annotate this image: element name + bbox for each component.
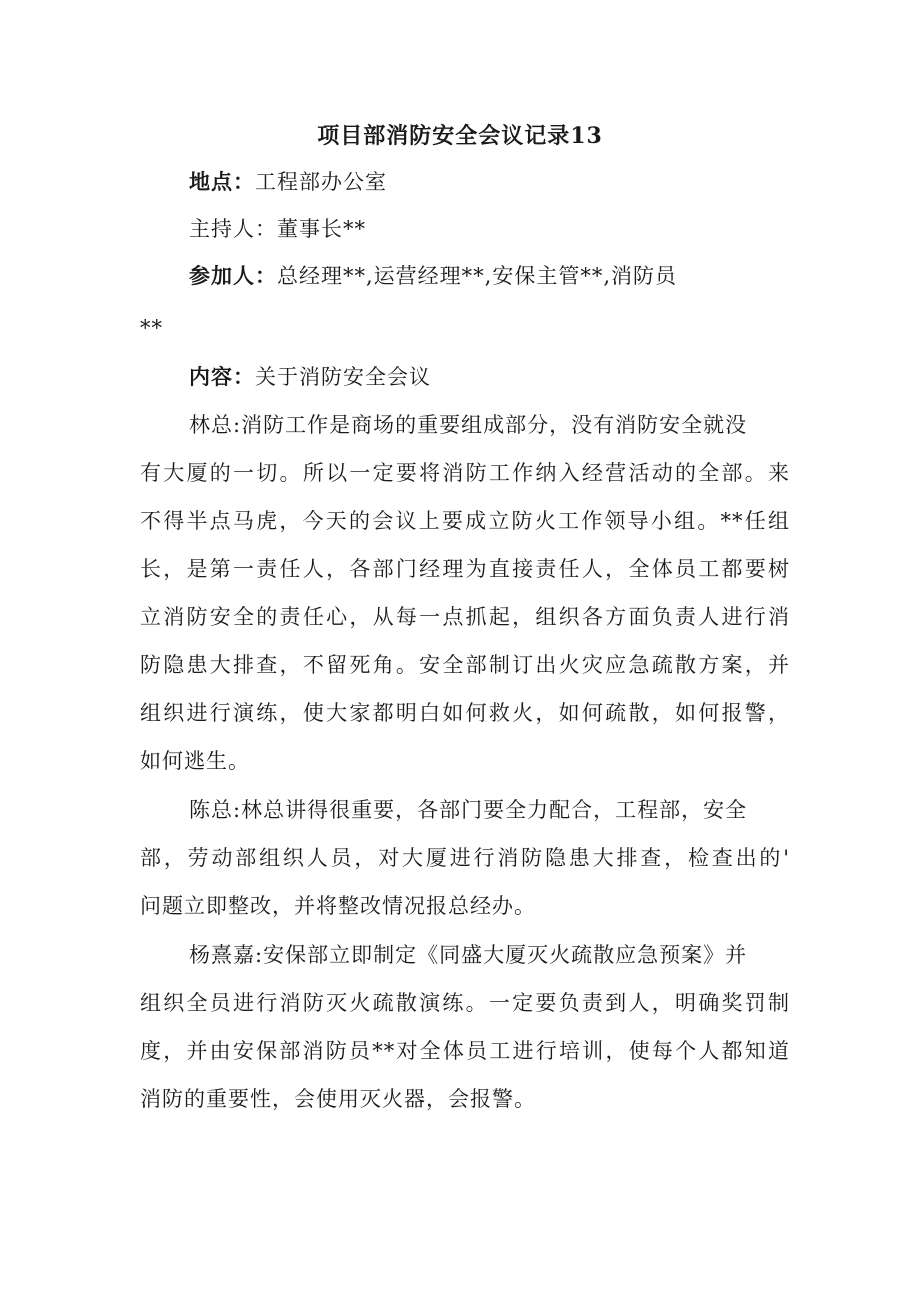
speech-1-line-2: 有大厦的一切。所以一定要将消防工作纳入经营活动的全部。来 [140,461,790,485]
speech-1-line-4: 长，是第一责任人，各部门经理为直接责任人，全体员工都要树 [140,557,790,581]
participants-label: 参加人： [189,263,277,288]
participants-line [189,261,839,291]
participants-value: 总经理**,运营经理**,安保主管**,消防员 [277,264,678,288]
location-label: 地点： [189,169,255,194]
speech-3-line-2: 组织全员进行消防灭火疏散演练。一定要负责到人，明确奖罚制 [140,991,790,1015]
speech-3-line-1: 杨熹嘉:安保部立即制定《同盛大厦灭火疏散应急预案》并 [189,943,748,967]
speech-1-line-1: 林总:消防工作是商场的重要组成部分，没有消防安全就没 [189,413,748,437]
speech-2-line-1: 陈总:林总讲得很重要，各部门要全力配合，工程部，安全 [189,798,748,822]
location-value: 工程部办公室 [255,170,387,194]
content-label: 内容： [189,364,255,389]
speech-2-line-2: 部，劳动部组织人员，对大厦进行消防隐患大排查，检查出的' [140,846,790,870]
location-line [189,167,839,197]
speech-1-line-3: 不得半点马虎，今天的会议上要成立防火工作领导小组。**任组 [140,509,790,533]
speech-2-line-3: 问题立即整改，并将整改情况报总经办。 [140,894,536,918]
host-line: 主持人：董事长** [189,217,366,241]
speech-1-line-6: 防隐患大排查，不留死角。安全部制订出火灾应急疏散方案，并 [140,653,790,677]
participants-continuation: ** [140,316,163,340]
content-line [189,362,839,392]
speech-3-line-3: 度，并由安保部消防员**对全体员工进行培训，使每个人都知道 [140,1039,790,1063]
speech-1-line-5: 立消防安全的责任心，从每一点抓起，组织各方面负责人进行消 [140,605,790,629]
speech-1-line-8: 如何逃生。 [140,749,250,773]
speech-3-line-4: 消防的重要性，会使用灭火器，会报警。 [140,1087,536,1111]
speech-1-line-7: 组织进行演练，使大家都明白如何救火，如何疏散，如何报警， [140,701,790,725]
document-title: 项目部消防安全会议记录13 [317,123,603,149]
content-value: 关于消防安全会议 [255,365,431,389]
